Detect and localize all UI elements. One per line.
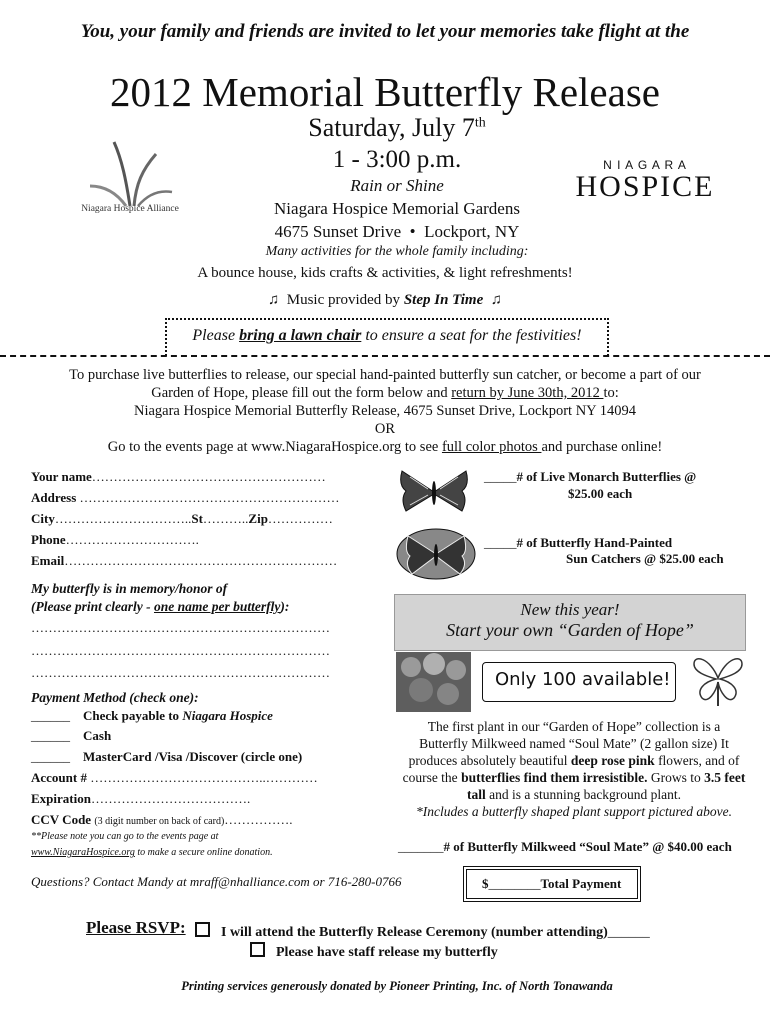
phone-field[interactable]: Phone…………………………. [31, 532, 199, 547]
new-this-year: New this year! [520, 600, 620, 619]
milkweed-plant-photo-icon [396, 652, 471, 712]
purchase-line-3: Niagara Hospice Memorial Butterfly Release, 4675 Sunset Drive, Lockport NY 14094 [133, 403, 636, 419]
release-checkbox[interactable] [250, 942, 265, 957]
purchase-or: OR [374, 421, 396, 437]
payment-heading: Payment Method (check one): [31, 690, 199, 705]
alliance-name: Niagara Hospice Alliance [81, 204, 179, 214]
event-date: Saturday, July 7th [308, 113, 486, 142]
memory-line-1[interactable]: …………………………………………………………… [31, 620, 330, 635]
music-line: ♫ Music provided by Step In Time ♫ [267, 292, 503, 308]
rsvp-release-option[interactable]: Please have staff release my butterfly [248, 942, 498, 961]
online-note-1: **Please note you can go to the events page at [31, 831, 219, 842]
rsvp-label: Please RSVP: [86, 918, 186, 937]
only-100-available: Only 100 available! [495, 669, 671, 690]
hospice-logo-top: N I A G A R A [603, 158, 687, 172]
venue-name: Niagara Hospice Memorial Gardens [274, 199, 520, 218]
purchase-line-2: Garden of Hope, please fill out the form below and return by June 30th, 2012 to: [151, 385, 619, 401]
sun-catcher-price: Sun Catchers @ $25.00 each [566, 551, 724, 566]
purchase-line-5: Go to the events page at www.NiagaraHospice.org to see full color photos and purchase online! [107, 439, 663, 455]
hospice-logo [570, 158, 720, 202]
rain-or-shine: Rain or Shine [350, 176, 444, 195]
tear-line [0, 355, 770, 357]
sun-catcher-quantity[interactable]: _____# of Butterfly Hand-Painted [484, 535, 673, 550]
monarch-butterfly-icon [398, 467, 470, 517]
ccv-field[interactable]: CCV Code (3 digit number on back of card)……………. [31, 812, 293, 827]
music-note-icon-right: ♫ [490, 292, 503, 308]
monarch-price: $25.00 each [568, 486, 633, 501]
memory-line-3[interactable]: …………………………………………………………… [31, 665, 330, 680]
event-time: 1 - 3:00 p.m. [332, 146, 462, 173]
city-field[interactable]: City…………………………..St………..Zip…………… [31, 511, 333, 526]
memory-line-2[interactable]: …………………………………………………………… [31, 643, 330, 658]
total-payment-box[interactable] [463, 866, 641, 902]
only-100-scroll [482, 662, 676, 702]
memory-heading: My butterfly is in memory/honor of [31, 581, 228, 596]
venue-address: 4675 Sunset Drive • Lockport, NY [274, 222, 520, 241]
total-payment-field[interactable]: $________Total Payment [482, 876, 622, 891]
name-field[interactable]: Your name……………………………………………… [31, 469, 326, 484]
activities-heading: Many activities for the whole family including: [265, 244, 529, 259]
email-field[interactable]: Email……………………………………………………… [31, 553, 338, 568]
memory-instruction: (Please print clearly - one name per butterfly): [31, 599, 290, 614]
music-note-icon: ♫ [267, 292, 280, 308]
alliance-logo [60, 140, 200, 220]
monarch-quantity[interactable]: _____# of Live Monarch Butterflies @ [484, 469, 697, 484]
questions-contact: Questions? Contact Mandy at mraff@nhalliance.com or 716-280-0766 [31, 874, 402, 889]
milkweed-quantity[interactable]: _______# of Butterfly Milkweed “Soul Mate” @ $40.00 each [398, 839, 732, 854]
activities-list: A bounce house, kids crafts & activities, & light refreshments! [197, 265, 573, 281]
account-field[interactable]: Account # …………………………………..………… [31, 770, 318, 785]
pay-card-option[interactable]: ______ MasterCard /Visa /Discover (circle one) [31, 749, 303, 764]
rsvp-attend-option[interactable]: I will attend the Butterfly Release Ceremony (number attending)______ [193, 922, 650, 941]
address-field[interactable]: Address …………………………………………………… [31, 490, 340, 505]
sun-catcher-icon [396, 528, 476, 580]
hospice-logo-main: HOSPICE [575, 170, 715, 203]
new-this-year-banner [394, 594, 746, 651]
expiration-field[interactable]: Expiration………………………………. [31, 791, 251, 806]
hospice-website-link[interactable]: www.NiagaraHospice.org [31, 847, 135, 858]
purchase-line-1: To purchase live butterflies to release, our special hand-painted butterfly sun catcher, or become a part of our [69, 367, 701, 383]
online-note-2: www.NiagaraHospice.org to make a secure online donation. [31, 847, 273, 858]
plant-description: The first plant in our “Garden of Hope” collection is a Butterfly Milkweed named “Soul Mate” (2 gallon size) It produces absolutely beautiful deep rose pink flowers, and of course the butterflies find them irresistible. Grows to 3.5 feet tall and is a stunning background plant. *Includes a butterfly shaped plant support pictured above. [402, 719, 746, 819]
invite-line: You, your family and friends are invited to let your memories take flight at the [80, 21, 690, 42]
event-title: 2012 Memorial Butterfly Release [110, 69, 660, 115]
printing-credit: Printing services generously donated by Pioneer Printing, Inc. of North Tonawanda [181, 979, 613, 993]
chair-note: Please bring a lawn chair to ensure a seat for the festivities! [192, 327, 582, 344]
pay-check-option[interactable]: ______ Check payable to Niagara Hospice [31, 708, 273, 723]
garden-of-hope: Start your own “Garden of Hope” [446, 620, 694, 640]
attend-checkbox[interactable] [195, 922, 210, 937]
grass-logo-icon [60, 140, 200, 210]
butterfly-outline-icon [690, 652, 746, 706]
pay-cash-option[interactable]: ______ Cash [31, 728, 112, 743]
